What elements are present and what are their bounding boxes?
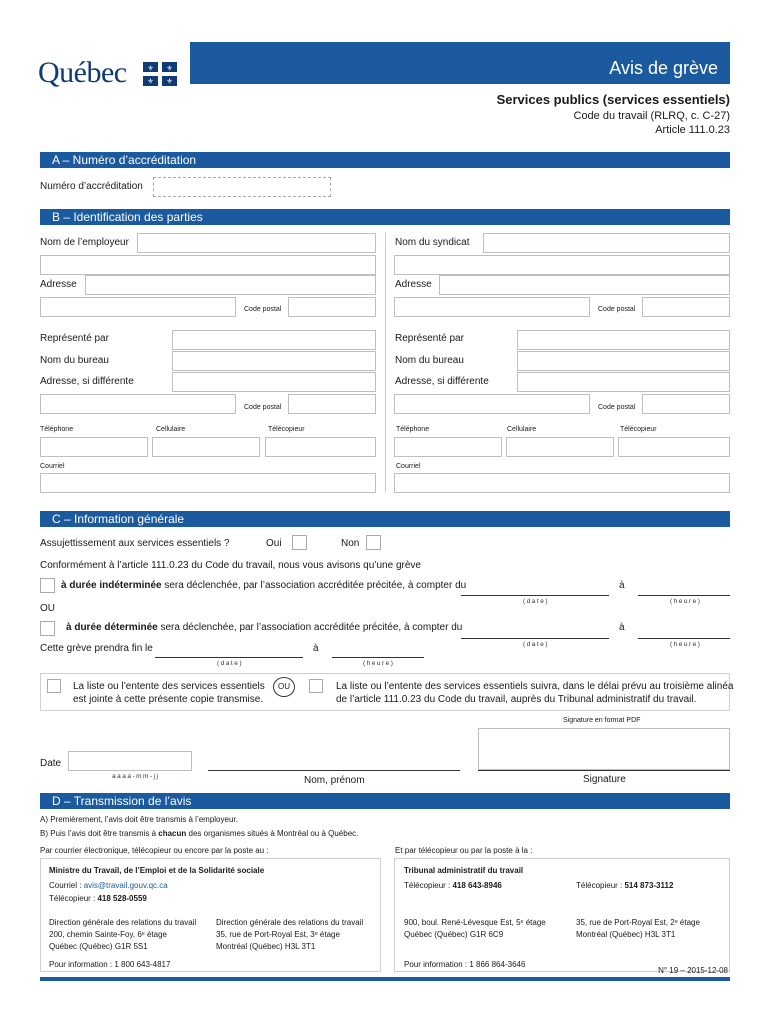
employer-addr-diff-label: Adresse, si différente	[40, 376, 134, 387]
ministry-quebec-l3: Québec (Québec) G1R 5S1	[49, 942, 148, 951]
indeterminate-bold: à durée indéterminée	[61, 580, 162, 591]
svg-text:⚜: ⚜	[147, 64, 154, 73]
determinate-hour-hint: (heure)	[670, 641, 702, 648]
determinate-at: à	[619, 622, 625, 633]
indeterminate-hour-hint: (heure)	[670, 598, 702, 605]
tribunal-fax-2: 514 873-3112	[624, 881, 674, 890]
employer-cell-label: Cellulaire	[156, 426, 186, 433]
employer-fax-label: Télécopieur	[268, 426, 305, 433]
list-joined-line1: La liste ou l’entente des services essentiels	[73, 681, 265, 692]
union-addr-diff-label: Adresse, si différente	[395, 376, 489, 387]
essential-services-question: Assujettissement aux services essentiels ?	[40, 538, 230, 549]
employer-fax-input[interactable]	[265, 437, 376, 457]
tribunal-fax-montreal	[576, 881, 673, 890]
employer-office-input[interactable]	[172, 351, 376, 371]
quebec-wordmark: Québec	[38, 56, 127, 89]
employer-addr-diff-input-2[interactable]	[40, 394, 236, 414]
end-hour-line[interactable]	[332, 657, 424, 658]
tribunal-montreal-l1: 35, rue de Port-Royal Est, 2ᵉ étage	[576, 918, 700, 927]
union-postal2-label: Code postal	[598, 404, 636, 411]
indeterminate-at: à	[619, 580, 625, 591]
svg-text:⚜: ⚜	[166, 77, 173, 86]
accreditation-input[interactable]	[153, 177, 331, 197]
determinate-bold: à durée déterminée	[66, 622, 158, 633]
section-a-header: A – Numéro d’accréditation	[40, 152, 730, 168]
determinate-checkbox[interactable]	[40, 621, 55, 636]
section-c-header: C – Information générale	[40, 511, 730, 527]
employer-address-label: Adresse	[40, 279, 77, 290]
determinate-date-line[interactable]	[461, 638, 609, 639]
ministry-fax-number: 418 528-0559	[97, 894, 147, 903]
ministry-quebec-l1: Direction générale des relations du travail	[49, 918, 197, 927]
tribunal-quebec-l2: Québec (Québec) G1R 6C9	[404, 930, 504, 939]
indeterminate-date-hint: (date)	[523, 598, 549, 605]
no-label: Non	[341, 538, 360, 549]
section-b-header: B – Identification des parties	[40, 209, 730, 225]
instruction-b-bold: chacun	[158, 829, 187, 838]
union-address-label: Adresse	[395, 279, 432, 290]
ministry-fax-label: Télécopieur :	[49, 894, 98, 903]
determinate-date-hint: (date)	[523, 641, 549, 648]
pdf-signature-field[interactable]	[478, 728, 730, 770]
instruction-b-end: des organismes situés à Montréal ou à Québec.	[186, 829, 359, 838]
article-reference: Article 111.0.23	[655, 124, 730, 136]
union-name-input[interactable]	[483, 233, 730, 253]
union-fax-input[interactable]	[618, 437, 730, 457]
ministry-fax-row	[49, 894, 147, 903]
union-postal2-input[interactable]	[642, 394, 730, 414]
union-address-input[interactable]	[439, 275, 730, 295]
union-office-input[interactable]	[517, 351, 730, 371]
form-title: Avis de grève	[609, 58, 718, 78]
left-send-intro: Par courrier électronique, télécopieur ou encore par la poste au :	[40, 846, 269, 855]
employer-postal-input[interactable]	[288, 297, 376, 317]
employer-phone-label: Téléphone	[40, 426, 74, 433]
indeterminate-rest: sera déclenchée, par l’association accréditée précitée, à compter du	[161, 580, 467, 591]
employer-address-input-2[interactable]	[40, 297, 236, 317]
instruction-a: A) Premièrement, l’avis doit être transmis à l’employeur.	[40, 815, 238, 824]
no-checkbox[interactable]	[366, 535, 381, 550]
ministry-info: Pour information : 1 800 643-4817	[49, 960, 171, 969]
employer-email-input[interactable]	[40, 473, 376, 493]
employer-postal2-input[interactable]	[288, 394, 376, 414]
instruction-b-start: B) Puis l’avis doit être transmis à	[40, 829, 159, 838]
indeterminate-date-line[interactable]	[461, 595, 609, 596]
right-send-intro: Et par télécopieur ou par la poste à la :	[395, 846, 533, 855]
form-subtitle: Services publics (services essentiels)	[496, 92, 730, 107]
ministry-box	[40, 858, 381, 972]
ministry-email-label: Courriel :	[49, 881, 84, 890]
end-label: Cette grève prendra fin le	[40, 643, 153, 654]
date-format-hint: aaaa-mm-jj	[112, 773, 160, 780]
determinate-rest: sera déclenchée, par l’association accréditée précitée, à compter du	[157, 622, 463, 633]
union-cell-input[interactable]	[506, 437, 614, 457]
title-banner	[190, 42, 730, 84]
end-date-line[interactable]	[155, 657, 303, 658]
end-date-hint: (date)	[217, 660, 243, 667]
instruction-b	[40, 829, 358, 838]
employer-name-input[interactable]	[137, 233, 376, 253]
employer-email-label: Courriel	[40, 463, 65, 470]
svg-text:⚜: ⚜	[147, 77, 154, 86]
list-follow-line2: de l’article 111.0.23 du Code du travail, auprès du Tribunal administratif du travail.	[336, 694, 697, 705]
union-cell-label: Cellulaire	[507, 426, 537, 433]
ministry-montreal-l1: Direction générale des relations du travail	[216, 918, 364, 927]
ministry-quebec-l2: 200, chemin Sainte-Foy, 6ᵉ étage	[49, 930, 168, 939]
union-addr-diff-input[interactable]	[517, 372, 730, 392]
column-divider	[385, 232, 386, 492]
tribunal-fax-quebec	[404, 881, 502, 890]
strike-intro: Conformément à l’article 111.0.23 du Code du travail, nous vous avisons qu’une grève	[40, 560, 421, 571]
fleurdelise-flag-icon	[143, 62, 177, 86]
tribunal-fax-1: 418 643-8946	[452, 881, 502, 890]
union-rep-input[interactable]	[517, 330, 730, 350]
footer-bar	[40, 977, 730, 981]
union-label: Nom du syndicat	[395, 237, 470, 248]
ministry-name: Ministre du Travail, de l’Emploi et de la Solidarité sociale	[49, 866, 265, 875]
ministry-montreal-l2: 35, rue de Port-Royal Est, 3ᵉ étage	[216, 930, 340, 939]
determinate-hour-line[interactable]	[638, 638, 730, 639]
union-addr-diff-input-2[interactable]	[394, 394, 590, 414]
union-rep-label: Représenté par	[395, 333, 464, 344]
end-hour-hint: (heure)	[363, 660, 395, 667]
union-email-input[interactable]	[394, 473, 730, 493]
tribunal-name: Tribunal administratif du travail	[404, 866, 524, 875]
law-reference: Code du travail (RLRQ, c. C-27)	[573, 110, 730, 122]
ministry-email-link[interactable]: avis@travail.gouv.qc.ca	[83, 881, 168, 890]
name-label: Nom, prénom	[304, 775, 365, 786]
ministry-montreal-l3: Montréal (Québec) H3L 3T1	[216, 942, 316, 951]
pdf-signature-label: Signature en format PDF	[563, 717, 641, 724]
or-circle-text: OU	[278, 682, 290, 691]
employer-rep-label: Représenté par	[40, 333, 109, 344]
union-email-label: Courriel	[396, 463, 421, 470]
employer-postal-label: Code postal	[244, 306, 282, 313]
signature-line[interactable]	[478, 770, 730, 771]
employer-label: Nom de l’employeur	[40, 237, 129, 248]
tribunal-montreal-l2: Montréal (Québec) H3L 3T1	[576, 930, 676, 939]
employer-addr-diff-input[interactable]	[172, 372, 376, 392]
indeterminate-text	[61, 580, 466, 591]
svg-text:⚜: ⚜	[166, 64, 173, 73]
tribunal-fax-label-2: Télécopieur :	[576, 881, 625, 890]
accreditation-label: Numéro d’accréditation	[40, 181, 143, 192]
yes-checkbox[interactable]	[292, 535, 307, 550]
ministry-email-row	[49, 881, 168, 890]
form-number: N° 19 – 2015-12-08	[658, 966, 728, 975]
union-phone-label: Téléphone	[396, 426, 430, 433]
tribunal-box	[394, 858, 730, 972]
employer-phone-input[interactable]	[40, 437, 148, 457]
union-office-label: Nom du bureau	[395, 355, 464, 366]
signature-label: Signature	[583, 774, 626, 785]
employer-office-label: Nom du bureau	[40, 355, 109, 366]
end-at: à	[313, 643, 319, 654]
employer-postal2-label: Code postal	[244, 404, 282, 411]
employer-name-input-2[interactable]	[40, 255, 376, 275]
list-joined-line2: est jointe à cette présente copie transmise.	[73, 694, 264, 705]
indeterminate-hour-line[interactable]	[638, 595, 730, 596]
tribunal-fax-label-1: Télécopieur :	[404, 881, 453, 890]
section-d-header: D – Transmission de l’avis	[40, 793, 730, 809]
union-postal-input[interactable]	[642, 297, 730, 317]
employer-address-input[interactable]	[85, 275, 376, 295]
union-phone-input[interactable]	[394, 437, 502, 457]
tribunal-info: Pour information : 1 866 864-3646	[404, 960, 526, 969]
list-joined-checkbox[interactable]	[47, 679, 61, 693]
union-address-input-2[interactable]	[394, 297, 590, 317]
union-fax-label: Télécopieur	[620, 426, 657, 433]
or-circle	[273, 677, 295, 697]
services-list-box	[40, 673, 730, 711]
yes-label: Oui	[266, 538, 282, 549]
list-follow-checkbox[interactable]	[309, 679, 323, 693]
tribunal-quebec-l1: 900, boul. René-Lévesque Est, 5ᵉ étage	[404, 918, 546, 927]
list-follow-line1: La liste ou l’entente des services essentiels suivra, dans le délai prévu au troisième alinéa	[336, 681, 734, 692]
union-name-input-2[interactable]	[394, 255, 730, 275]
name-line[interactable]	[208, 770, 460, 771]
indeterminate-checkbox[interactable]	[40, 578, 55, 593]
determinate-text	[66, 622, 462, 633]
union-postal-label: Code postal	[598, 306, 636, 313]
employer-cell-input[interactable]	[152, 437, 260, 457]
employer-rep-input[interactable]	[172, 330, 376, 350]
date-label: Date	[40, 758, 62, 769]
date-input[interactable]	[68, 751, 192, 771]
or-label: OU	[40, 603, 55, 614]
